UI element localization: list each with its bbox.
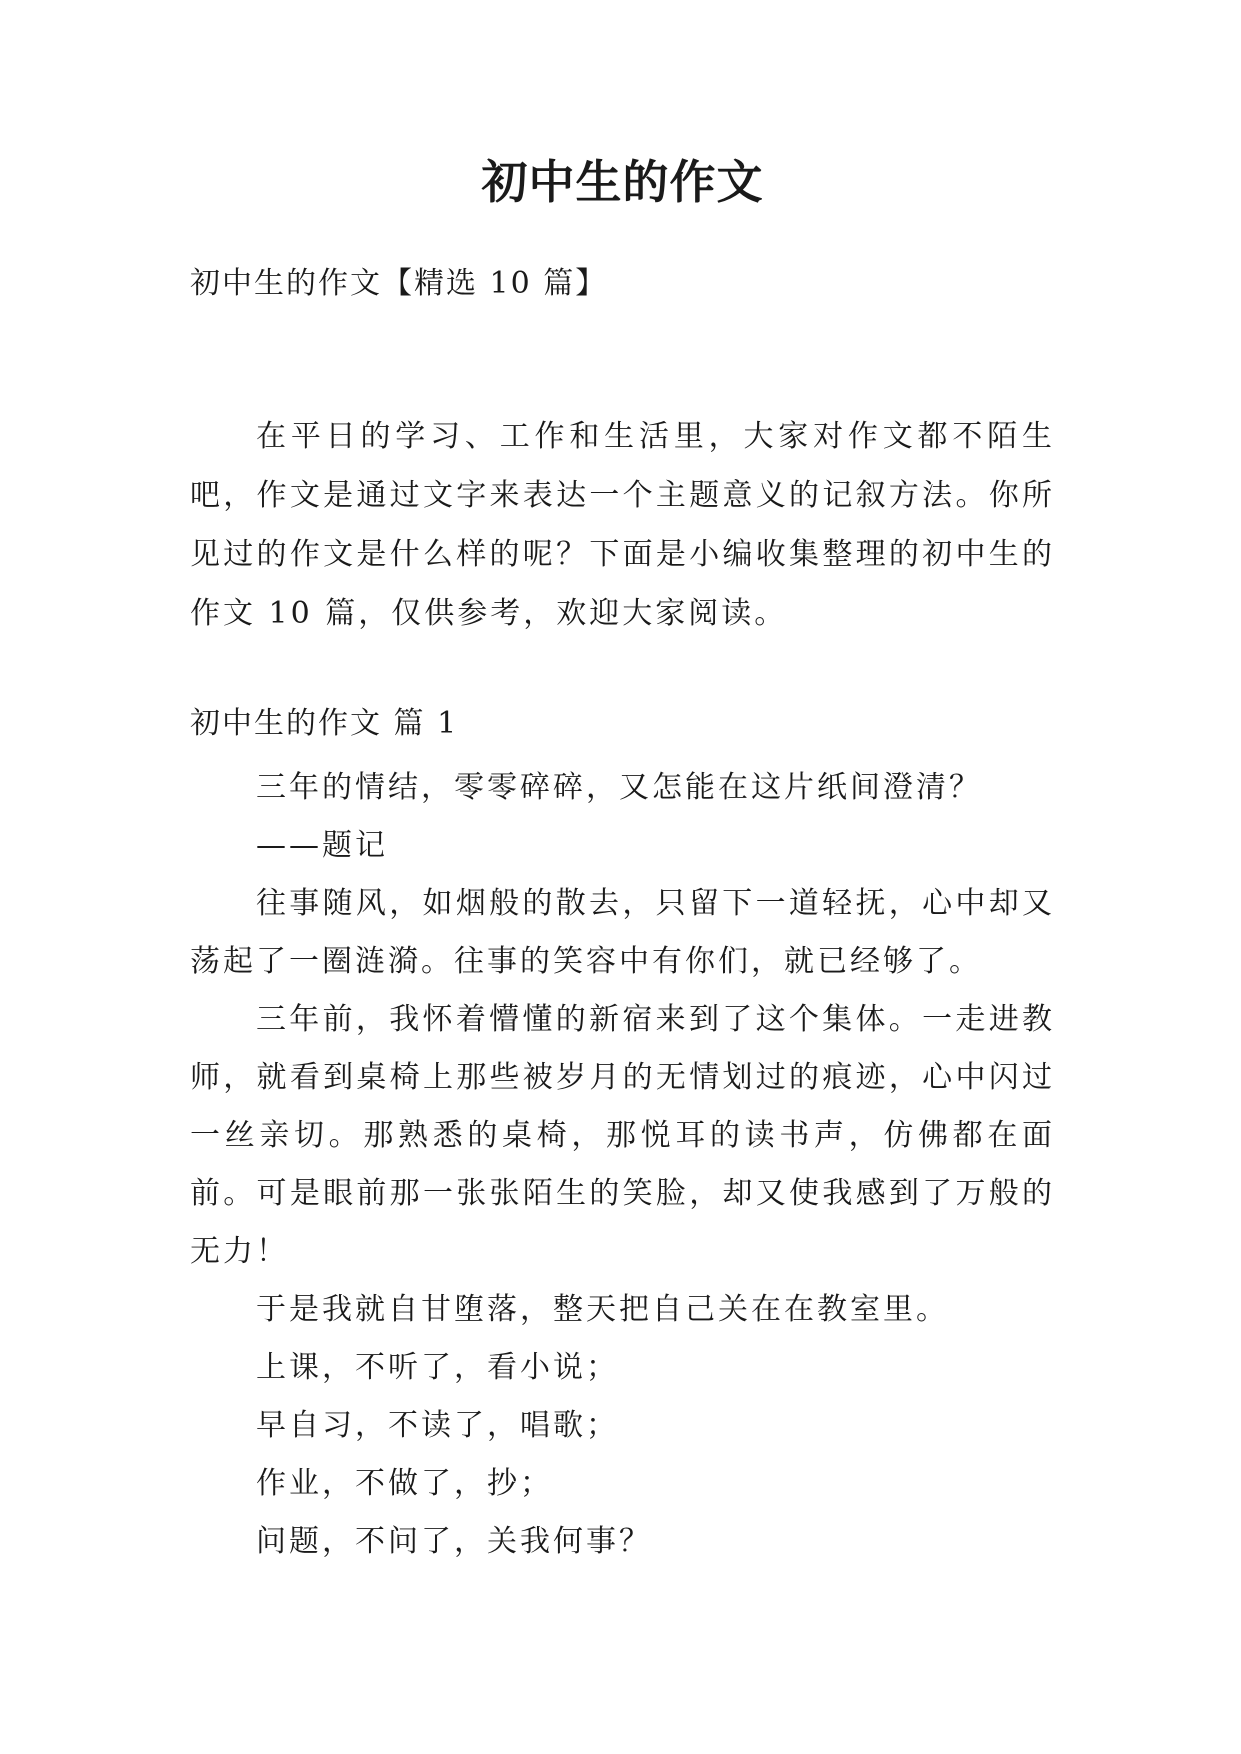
essay-section-1 xyxy=(190,702,1055,1571)
document-subtitle: 初中生的作文【精选 10 篇】 xyxy=(190,266,608,301)
body-paragraph: 三年的情结，零零碎碎，又怎能在这片纸间澄清？ xyxy=(256,770,982,805)
body-paragraph: 上课，不听了，看小说； xyxy=(256,1350,619,1385)
body-paragraph: 往事随风，如烟般的散去，只留下一道轻抚，心中却又荡起了一圈涟漪。往事的笑容中有你们，就已经够了。 xyxy=(190,886,1055,979)
body-paragraph: 早自习，不读了，唱歌； xyxy=(256,1408,619,1443)
body-paragraph: 作业，不做了，抄； xyxy=(256,1466,553,1501)
body-paragraph: ——题记 xyxy=(256,828,388,863)
intro-paragraph: 在平日的学习、工作和生活里，大家对作文都不陌生吧，作文是通过文字来表达一个主题意义的记叙方法。你所见过的作文是什么样的呢？下面是小编收集整理的初中生的作文 10 篇，仅供参考，欢迎大家阅读。 xyxy=(190,419,1055,631)
document-title: 初中生的作文 xyxy=(481,155,764,209)
body-paragraph: 于是我就自甘堕落，整天把自己关在在教室里。 xyxy=(256,1292,949,1327)
body-paragraph: 问题，不问了，关我何事？ xyxy=(256,1524,652,1559)
body-paragraph: 三年前，我怀着懵懂的新宿来到了这个集体。一走进教师，就看到桌椅上那些被岁月的无情划过的痕迹，心中闪过一丝亲切。那熟悉的桌椅，那悦耳的读书声，仿佛都在面前。可是眼前那一张张陌生的笑脸，却又使我感到了万般的无力！ xyxy=(190,1002,1055,1269)
section-heading: 初中生的作文 篇 1 xyxy=(190,706,459,741)
